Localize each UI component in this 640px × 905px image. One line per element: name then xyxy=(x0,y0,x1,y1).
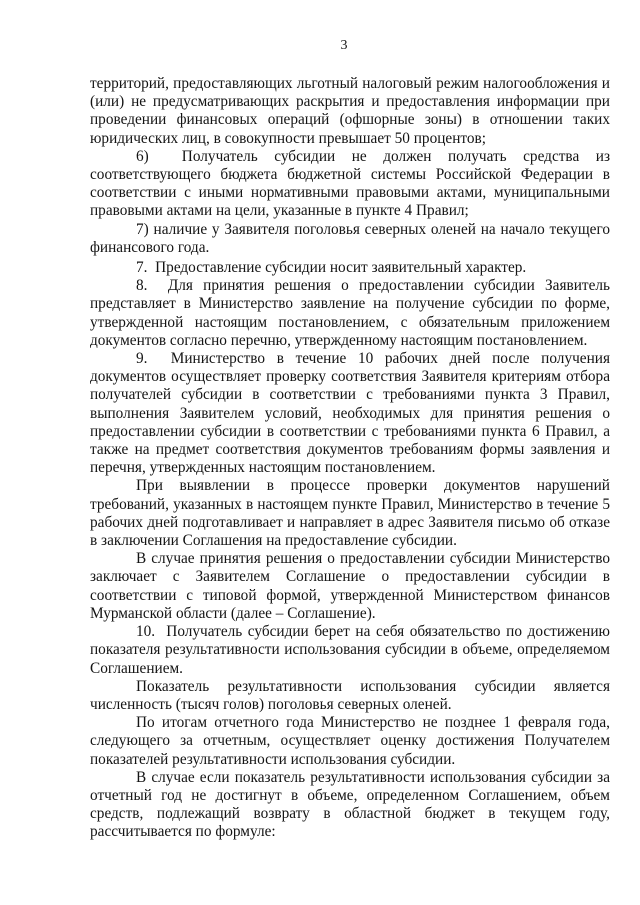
paragraph-agreement: В случае принятия решения о предоставлении субсидии Министерство заключает с Заявителем Соглашение о предоставлении субсидии в соответствии с типовой формой, утвержденной Министерством финансов Мурманской области (далее – Соглашение). xyxy=(90,550,610,622)
paragraph-annual-assessment: По итогам отчетного года Министерство не позднее 1 февраля года, следующего за отчетным, осуществляет оценку достижения Получателем показателей результативности использования субсидии. xyxy=(90,714,610,768)
page-number: 3 xyxy=(340,38,348,53)
paragraph-indicator: Показатель результативности использования субсидии является численность (тысяч голов) поголовья северных оленей. xyxy=(90,677,610,713)
paragraph-violations: При выявлении в процессе проверки документов нарушений требований, указанных в настоящем пункте Правил, Министерство в течение 5 рабочих дней подготавливает и направляет в адрес Заявителя письмо об отказе в заключении Соглашения на предоставление субсидии. xyxy=(90,477,610,550)
paragraph-clause-9: 9. Министерство в течение 10 рабочих дней после получения документов осуществляет проверку соответствия Заявителя критериям отбора получателей субсидии в соответствии с требованиями пункта 3 Правил, выполнения Заявителем условий, необходимых для принятия решения о предоставлении субсидии в соответствии с требованиями пункта 6 Правил, а также на предмет соответствия документов требованиям формы заявления и перечня, утвержденных настоящим постановлением. xyxy=(90,350,610,477)
paragraph-refund-formula: В случае если показатель результативности использования субсидии за отчетный год не достигнут в объеме, определенном Соглашением, объем средств, подлежащий возврату в областной бюджет в текущем году, рассчитывается по формуле: xyxy=(90,768,610,841)
paragraph-clause-7: 7. Предоставление субсидии носит заявительный характер. xyxy=(136,259,527,277)
paragraph-clause-10: 10. Получатель субсидии берет на себя обязательство по достижению показателя результативности использования субсидии в объеме, определяемом Соглашением. xyxy=(90,623,610,677)
paragraph-item-7: 7) наличие у Заявителя поголовья северных оленей на начало текущего финансового года. xyxy=(90,220,610,256)
paragraph-offshore-continuation: территорий, предоставляющих льготный налоговый режим налогообложения и (или) не предусматривающих раскрытия и предоставления информации при проведении финансовых операций (офшорные зоны) в отношении таких юридических лиц, в совокупности превышает 50 процентов; xyxy=(90,75,610,147)
paragraph-clause-8: 8. Для принятия решения о предоставлении субсидии Заявитель представляет в Министерство заявление на получение субсидии по форме, утвержденной настоящим постановлением, с обязательным приложением документов согласно перечню, утвержденному настоящим постановлением. xyxy=(90,277,610,349)
paragraph-item-6: 6) Получатель субсидии не должен получать средства из соответствующего бюджета бюджетной системы Российской Федерации в соответствии с иными нормативными правовыми актами, муниципальными правовыми актами на цели, указанные в пункте 4 Правил; xyxy=(90,147,610,220)
